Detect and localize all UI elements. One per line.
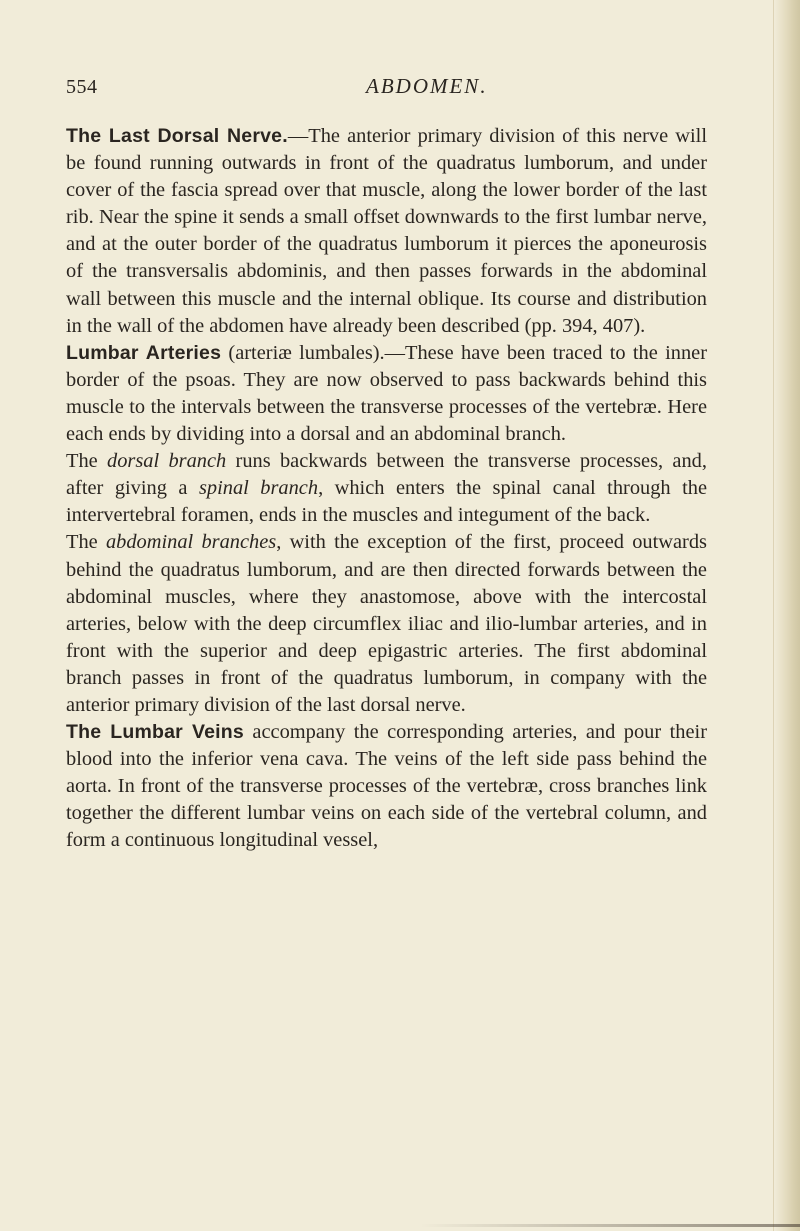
- page-edge: [773, 0, 800, 1231]
- paragraph-abdominal-branches: [66, 529, 707, 719]
- page-body: [66, 123, 707, 855]
- heading-last-dorsal-nerve: The Last Dorsal Nerve.: [66, 125, 288, 147]
- paragraph-last-dorsal-nerve: [66, 123, 707, 340]
- term-spinal-branch: spinal branch: [198, 477, 319, 500]
- binding-shadow: [420, 1224, 800, 1227]
- page-number: 554: [66, 76, 98, 98]
- running-title: ABDOMEN.: [366, 74, 488, 98]
- paragraph-dorsal-branch: [66, 448, 707, 529]
- term-dorsal-branch: dorsal branch: [107, 450, 227, 473]
- heading-lumbar-veins: The Lumbar Veins: [66, 721, 244, 744]
- page-header: [66, 76, 706, 106]
- term-abdominal-branches: abdominal branches: [105, 531, 277, 554]
- lead-dorsal-branch: The: [66, 450, 108, 473]
- text-last-dorsal-nerve: —The anterior primary division of this nerve will be found running outwards in front of the quadratus lumborum, and under cover of the fascia spread over that muscle, along the lower border of the last rib. Near the spine it sends a small offset downwards to the first lumbar nerve, and at the outer border of the quadratus lumborum it pierces the aponeurosis of the transversalis abdominis, and then passes forwards in the abdominal wall between this muscle and the internal oblique. Its course and distribution in the wall of the abdomen have already been described (pp. 394, 407).: [66, 125, 707, 337]
- text-lumbar-arteries: (arteriæ lumbales).—These have been traced to the inner border of the psoas. They are now observed to pass backwards behind this muscle to the intervals between the transverse processes of the vertebræ. Here each ends by dividing into a dorsal and an abdominal branch.: [66, 341, 708, 446]
- text-dorsal-branch-1: runs backwards between the transverse processes, and, after giving a: [66, 450, 707, 500]
- text-dorsal-branch-2: , which enters the spinal canal through the intervertebral foramen, ends in the muscles and integument of the back.: [66, 477, 707, 527]
- text-abdominal-branches: , with the exception of the first, proceed outwards behind the quadratus lumborum, and are then directed forwards between the abdominal muscles, where they anastomose, above with the intercostal arteries, below with the deep circumflex iliac and ilio-lumbar arteries, and in front with the superior and deep epigastric arteries. The first abdominal branch passes in front of the quadratus lumborum, in company with the anterior primary division of the last dorsal nerve.: [66, 531, 707, 716]
- heading-lumbar-arteries: Lumbar Arteries: [66, 341, 222, 364]
- lead-abdominal-branches: The: [66, 531, 106, 554]
- text-lumbar-veins: accompany the corresponding arteries, and pour their blood into the inferior vena cava. The veins of the left side pass behind the aorta. In front of the transverse processes of the vertebræ, cross branches link together the different lumbar veins on each side of the vertebral column, and form a continuous longitudinal vessel,: [66, 721, 707, 852]
- paragraph-lumbar-veins: [66, 719, 707, 854]
- paragraph-lumbar-arteries: [66, 340, 707, 448]
